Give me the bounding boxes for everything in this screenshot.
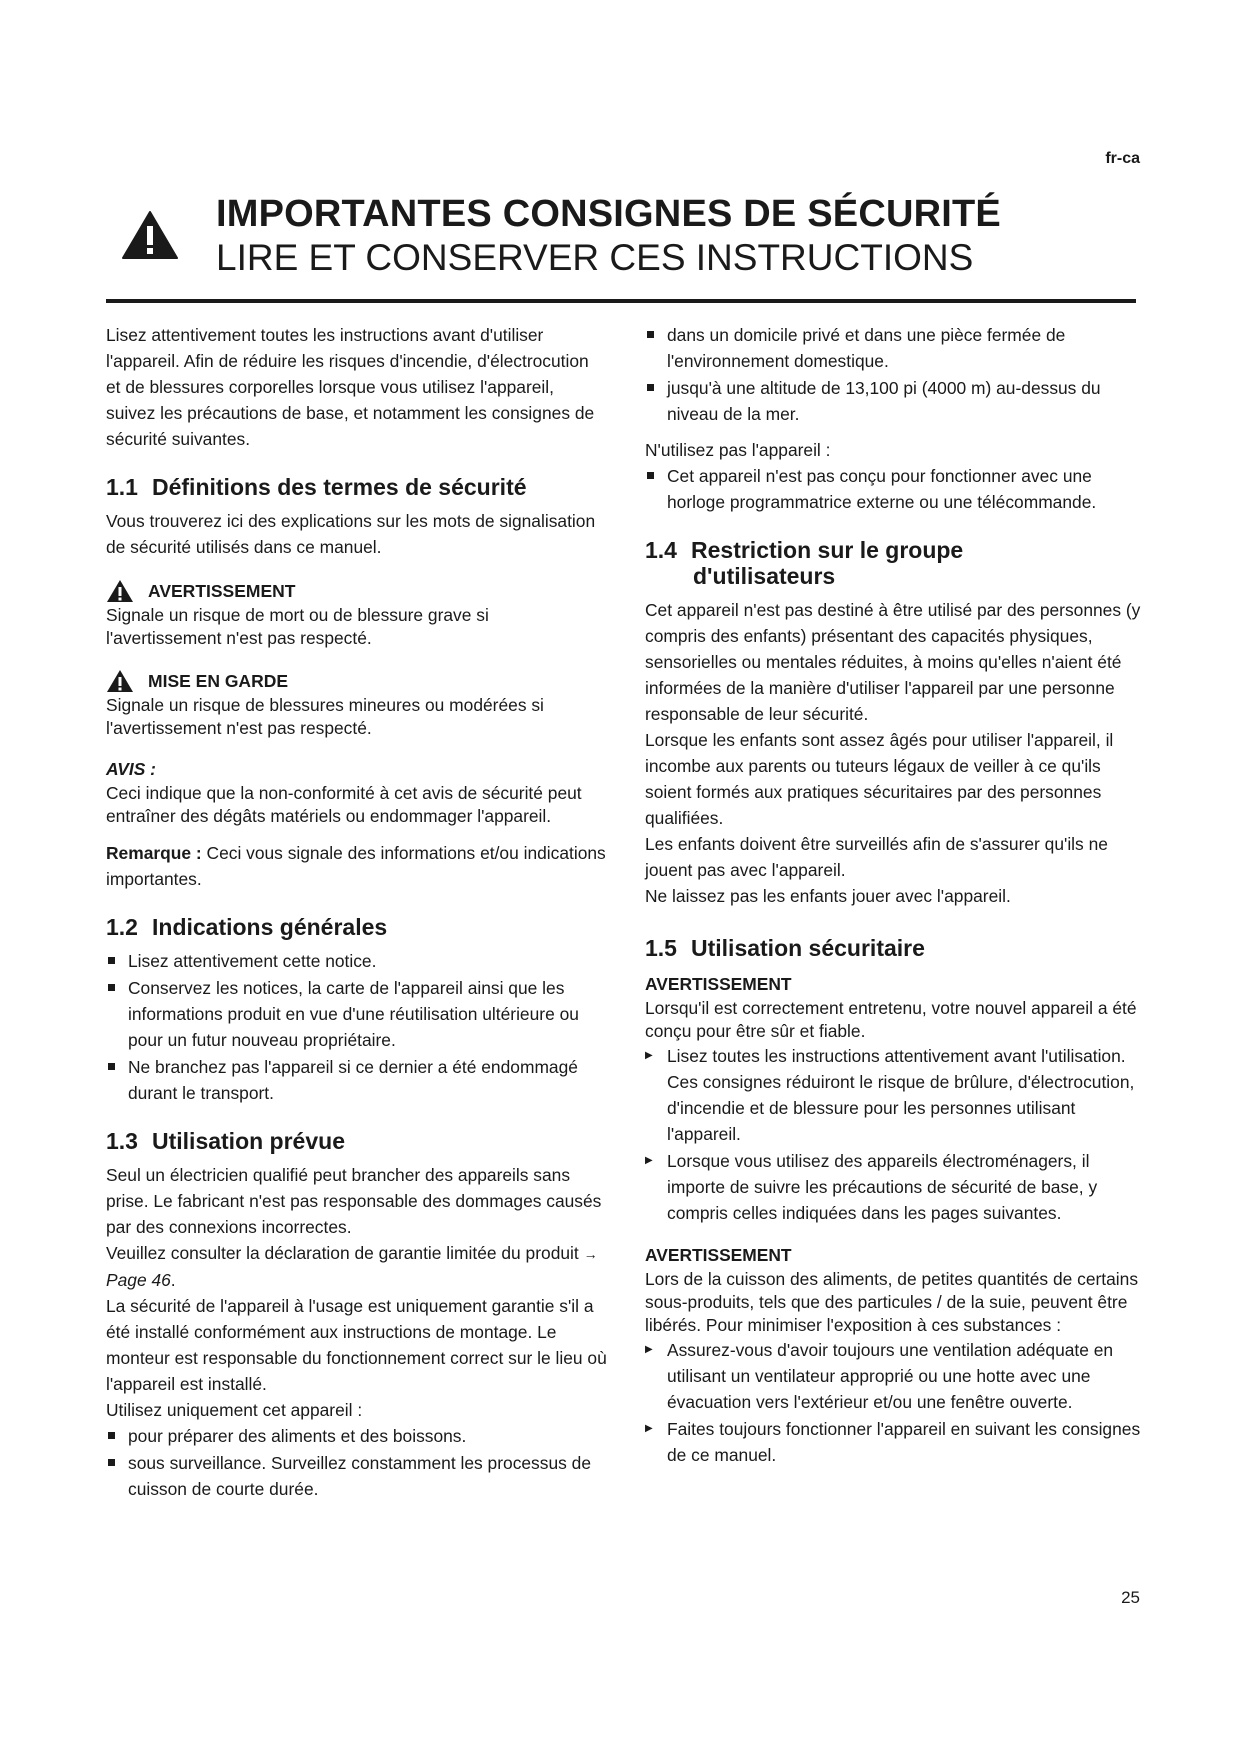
ventilation-list [645, 1337, 1145, 1468]
avertissement-text: Lorsqu'il est correctement entretenu, votre nouvel appareil a été conçu pour être sûr et fiable. [645, 998, 1137, 1041]
warning-triangle-icon [106, 669, 134, 693]
avertissement-label: AVERTISSEMENT [645, 974, 792, 994]
warning-triangle-icon [121, 210, 179, 260]
title-line-2: LIRE ET CONSERVER CES INSTRUCTIONS [216, 237, 974, 278]
general-indications-list [106, 948, 608, 1106]
list-item: jusqu'à une altitude de 13,100 pi (4000 m) au-dessus du niveau de la mer. [645, 375, 1145, 427]
list-item: pour préparer des aliments et des boissons. [106, 1423, 608, 1449]
usage-list-continued [645, 322, 1145, 427]
section-1-4-p1: Cet appareil n'est pas destiné à être utilisé par des personnes (y compris des enfants) présentant des capacités physiques, sensorielles ou mentales réduites, à moins qu'elles n'aient été informées de la manière d'utiliser l'appareil par une personne responsable de leur sécurité. [645, 600, 1141, 724]
list-item: ▶ Faites toujours fonctionner l'appareil en suivant les consignes de ce manuel. [645, 1416, 1145, 1468]
list-item: ▶ Assurez-vous d'avoir toujours une ventilation adéquate en utilisant un ventilateur approprié ou une hotte avec une évacuation vers l'extérieur et/ou une fenêtre ouverte. [645, 1337, 1145, 1415]
page-number: 25 [1121, 1588, 1140, 1607]
warning-triangle-icon [106, 579, 134, 603]
list-item: Conservez les notices, la carte de l'appareil ainsi que les informations produit en vue d'une réutilisation ultérieure ou pour un futur nouveau propriétaire. [106, 975, 608, 1053]
section-1-2-heading: 1.2 Indications générales [106, 914, 388, 940]
section-1-4-p2: Lorsque les enfants sont assez âgés pour utiliser l'appareil, il incombe aux parents ou tuteurs légaux de veiller à ce qu'ils soient formés aux pratiques sécuritaires par des personnes qualifiées. [645, 730, 1114, 828]
avertissement-definition [106, 578, 608, 650]
mise-en-garde-label: MISE EN GARDE [148, 671, 289, 691]
page-reference-link[interactable]: Page 46 [106, 1270, 171, 1290]
arrow-right-icon: → [583, 1246, 598, 1262]
list-item: Cet appareil n'est pas conçu pour fonctionner avec une horloge programmatrice externe ou une télécommande. [645, 463, 1145, 515]
left-column [106, 322, 608, 1512]
intro-paragraph: Lisez attentivement toutes les instructions avant d'utiliser l'appareil. Afin de réduire les risques d'incendie, d'électrocution et de blessures corporelles lorsque vous utilisez l'appareil, suivez les précautions de base, et notamment les consignes de sécurité suivantes. [106, 325, 595, 449]
section-1-3-p1: Seul un électricien qualifié peut brancher des appareils sans prise. Le fabricant n'est pas responsable des dommages causés par des connexions incorrectes. [106, 1165, 602, 1237]
remarque-label: Remarque : [106, 843, 202, 863]
avertissement-label: AVERTISSEMENT [148, 581, 296, 601]
section-1-3-p2: Veuillez consulter la déclaration de garantie limitée du produit → Page 46. [106, 1243, 598, 1290]
do-not-use-list [645, 463, 1145, 515]
do-not-use-label: N'utilisez pas l'appareil : [645, 440, 831, 460]
section-1-3-heading: 1.3 Utilisation prévue [106, 1128, 345, 1154]
section-1-5-heading: 1.5 Utilisation sécuritaire [645, 935, 925, 961]
list-item: dans un domicile privé et dans une pièce fermée de l'environnement domestique. [645, 322, 1145, 374]
mise-en-garde-definition [106, 668, 608, 740]
title-line-1: IMPORTANTES CONSIGNES DE SÉCURITÉ [216, 193, 1001, 235]
safe-use-list [645, 1043, 1145, 1226]
list-item: sous surveillance. Surveillez constamment les processus de cuisson de courte durée. [106, 1450, 608, 1502]
list-item: Ne branchez pas l'appareil si ce dernier a été endommagé durant le transport. [106, 1054, 608, 1106]
avertissement-label: AVERTISSEMENT [645, 1245, 792, 1265]
list-item: ▶ Lorsque vous utilisez des appareils électroménagers, il importe de suivre les précautions de sécurité de base, y compris celles indiquées dans les pages suivantes. [645, 1148, 1145, 1226]
avis-label: AVIS : [106, 759, 156, 779]
avertissement-text: Signale un risque de mort ou de blessure grave si l'avertissement n'est pas respecté. [106, 605, 489, 648]
remarque-text: Ceci vous signale des informations et/ou indications importantes. [106, 843, 606, 889]
avis-text: Ceci indique que la non-conformité à cet avis de sécurité peut entraîner des dégâts matériels ou endommager l'appareil. [106, 783, 582, 826]
header-rule [106, 299, 1136, 303]
usage-list [106, 1423, 608, 1502]
remarque-note [106, 840, 608, 892]
section-1-3-p3: La sécurité de l'appareil à l'usage est uniquement garantie s'il a été installé conformément aux instructions de montage. Le monteur est responsable du fonctionnement correct sur le lieu où l'appareil est installé. [106, 1296, 607, 1394]
list-item: ▶ Lisez toutes les instructions attentivement avant l'utilisation. Ces consignes réduiront le risque de brûlure, d'électrocution, d'incendie et de blessure pour les personnes utilisant l'appareil. [645, 1043, 1145, 1147]
right-column [645, 322, 1145, 1478]
mise-en-garde-text: Signale un risque de blessures mineures ou modérées si l'avertissement n'est pas respecté. [106, 695, 544, 738]
section-1-4-p4: Ne laissez pas les enfants jouer avec l'appareil. [645, 886, 1011, 906]
section-1-4-p3: Les enfants doivent être surveillés afin de s'assurer qu'ils ne jouent pas avec l'appareil. [645, 834, 1108, 880]
section-1-1-intro: Vous trouverez ici des explications sur les mots de signalisation de sécurité utilisés dans ce manuel. [106, 511, 596, 557]
page-title [216, 192, 1001, 280]
list-item: Lisez attentivement cette notice. [106, 948, 608, 974]
language-code: fr-ca [1105, 150, 1140, 167]
avertissement-text: Lors de la cuisson des aliments, de petites quantités de certains sous-produits, tels que des particules / de la suie, peuvent être libérés. Pour minimiser l'exposition à ces substances : [645, 1269, 1139, 1335]
section-1-1-heading: 1.1 Définitions des termes de sécurité [106, 474, 527, 500]
section-1-3-p4: Utilisez uniquement cet appareil : [106, 1400, 363, 1420]
section-1-4-heading: 1.4 Restriction sur le groupe d'utilisateurs [645, 537, 964, 589]
